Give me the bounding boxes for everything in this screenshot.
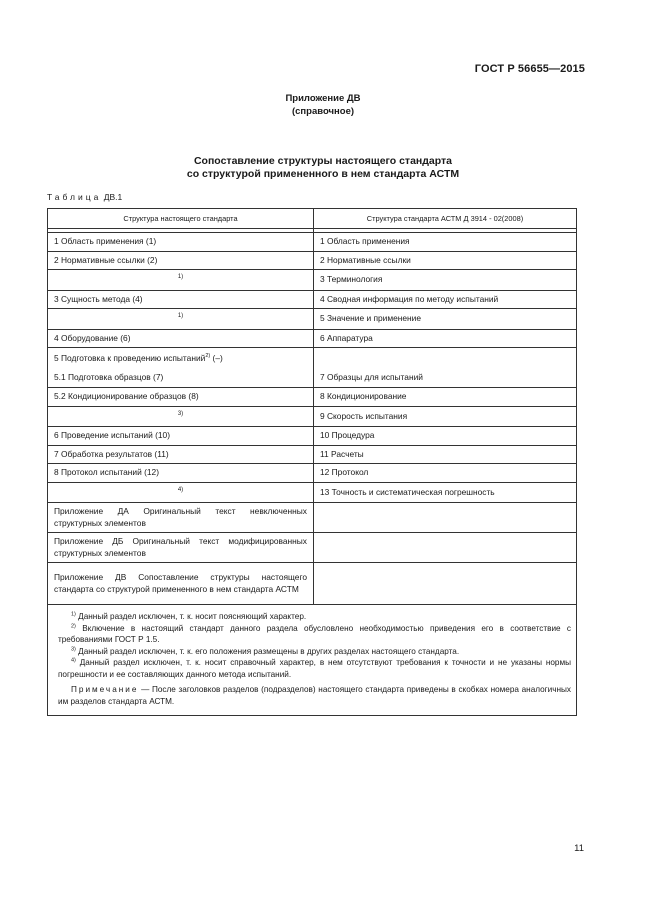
footnote-2: $^{2)}$ Включение в настоящий стандарт данного раздела обусловлено необходимостью приведения его в соответствие с требованиями ГОСТ Р 1.5. <box>58 622 571 644</box>
appendix-type: (справочное) <box>291 106 355 117</box>
table-row <box>48 533 577 563</box>
comparison-table <box>47 208 577 716</box>
cell-right: 10 Процедура <box>314 427 577 446</box>
cell-left-footnote-ref: 1) <box>48 309 314 330</box>
footnote-4: $^{4)}$ Данный раздел исключен, т. к. носит справочный характер, в нем отсутствуют требования к точности и не указаны нормы погрешности и ее составляющих данного метода испытаний. <box>58 657 571 679</box>
cell-right: 12 Протокол <box>314 464 577 483</box>
table-row <box>48 482 577 503</box>
section-heading <box>0 155 636 181</box>
cell-left: 6 Проведение испытаний (10) <box>48 427 314 446</box>
cell-left: 7 Обработка результатов (11) <box>48 445 314 464</box>
cell-left-5: 5 Подготовка к проведению испытаний$^{2)}$ (–) <box>54 353 223 363</box>
footnote-3: $^{3)}$ Данный раздел исключен, т. к. его положения размещены в других разделах настоящего стандарта. <box>71 645 460 656</box>
cell-left-footnote-ref: 1) <box>48 270 314 291</box>
heading-line-2: со структурой примененного в нем стандарта АСТМ <box>186 168 460 180</box>
cell-left: 5.2 Кондиционирование образцов (8) <box>48 388 314 407</box>
cell-right: 3 Терминология <box>314 270 577 291</box>
table-label <box>47 192 122 202</box>
cell-left: 8 Протокол испытаний (12) <box>48 464 314 483</box>
table-row <box>48 251 577 270</box>
table-label-prefix: Таблица <box>47 192 102 202</box>
table-row <box>48 464 577 483</box>
cell-right <box>314 533 577 563</box>
cell-right: 6 Аппаратура <box>314 329 577 348</box>
cell-right: 5 Значение и применение <box>314 309 577 330</box>
cell-left-footnote-ref: 4) <box>48 482 314 503</box>
cell-left: 2 Нормативные ссылки (2) <box>48 251 314 270</box>
table-row-group <box>48 348 577 388</box>
footnote-1: $^{1)}$ Данный раздел исключен, т. к. носит поясняющий характер. <box>71 611 307 621</box>
footnote-ref: 2) <box>205 353 211 360</box>
note-text: — После заголовков разделов (подразделов) настоящего стандарта приведены в скобках номера аналогичных им разделов стандарта АСТМ. <box>58 685 572 706</box>
cell-right: 4 Сводная информация по методу испытаний <box>314 290 577 309</box>
col-header-this-standard: Структура настоящего стандарта <box>48 209 314 229</box>
table-label-number: ДВ.1 <box>103 192 123 202</box>
document-standard-number: ГОСТ Р 56655—2015 <box>474 63 585 75</box>
table-row <box>48 233 577 252</box>
cell-right-group <box>314 348 577 388</box>
cell-left: 4 Оборудование (6) <box>48 329 314 348</box>
table-row <box>48 427 577 446</box>
table-row <box>48 270 577 291</box>
note-label: Примечание <box>71 685 139 694</box>
cell-left-appendix-da: Приложение ДА Оригинальный текст невключенных структурных элементов <box>48 503 314 533</box>
note-primechanie <box>58 684 571 707</box>
cell-right <box>314 563 577 605</box>
notes-row <box>48 605 577 716</box>
cell-left: 1 Область применения (1) <box>48 233 314 252</box>
table-row <box>48 388 577 407</box>
cell-left-footnote-ref: 3) <box>48 406 314 427</box>
table-header-row <box>48 209 577 229</box>
cell-left-appendix-db: Приложение ДБ Оригинальный текст модифицированных структурных элементов <box>48 533 314 563</box>
cell-left-5-1: 5.1 Подготовка образцов (7) <box>54 372 164 382</box>
page-number: 11 <box>574 843 584 854</box>
cell-right: 9 Скорость испытания <box>314 406 577 427</box>
appendix-title: Приложение ДВ <box>285 93 361 104</box>
col-header-astm-standard: Структура стандарта АСТМ Д 3914 - 02(2008) <box>314 209 577 229</box>
table-row <box>48 503 577 533</box>
table-row <box>48 309 577 330</box>
cell-right: 11 Расчеты <box>314 445 577 464</box>
heading-line-1: Сопоставление структуры настоящего стандарта <box>193 155 453 167</box>
table-row <box>48 445 577 464</box>
table-row <box>48 406 577 427</box>
table-row <box>48 563 577 605</box>
table-row <box>48 329 577 348</box>
cell-left-appendix-dv: Приложение ДВ Сопоставление структуры настоящего стандарта со структурой примененного в нем стандарта АСТМ <box>48 563 314 605</box>
cell-right-7: 7 Образцы для испытаний <box>320 372 423 382</box>
cell-left: 3 Сущность метода (4) <box>48 290 314 309</box>
appendix-header <box>0 92 646 118</box>
table-row <box>48 290 577 309</box>
cell-left-group <box>48 348 314 388</box>
cell-right: 13 Точность и систематическая погрешность <box>314 482 577 503</box>
cell-right: 8 Кондиционирование <box>314 388 577 407</box>
table-notes <box>48 605 577 716</box>
cell-right: 2 Нормативные ссылки <box>314 251 577 270</box>
cell-right: 1 Область применения <box>314 233 577 252</box>
cell-right <box>314 503 577 533</box>
